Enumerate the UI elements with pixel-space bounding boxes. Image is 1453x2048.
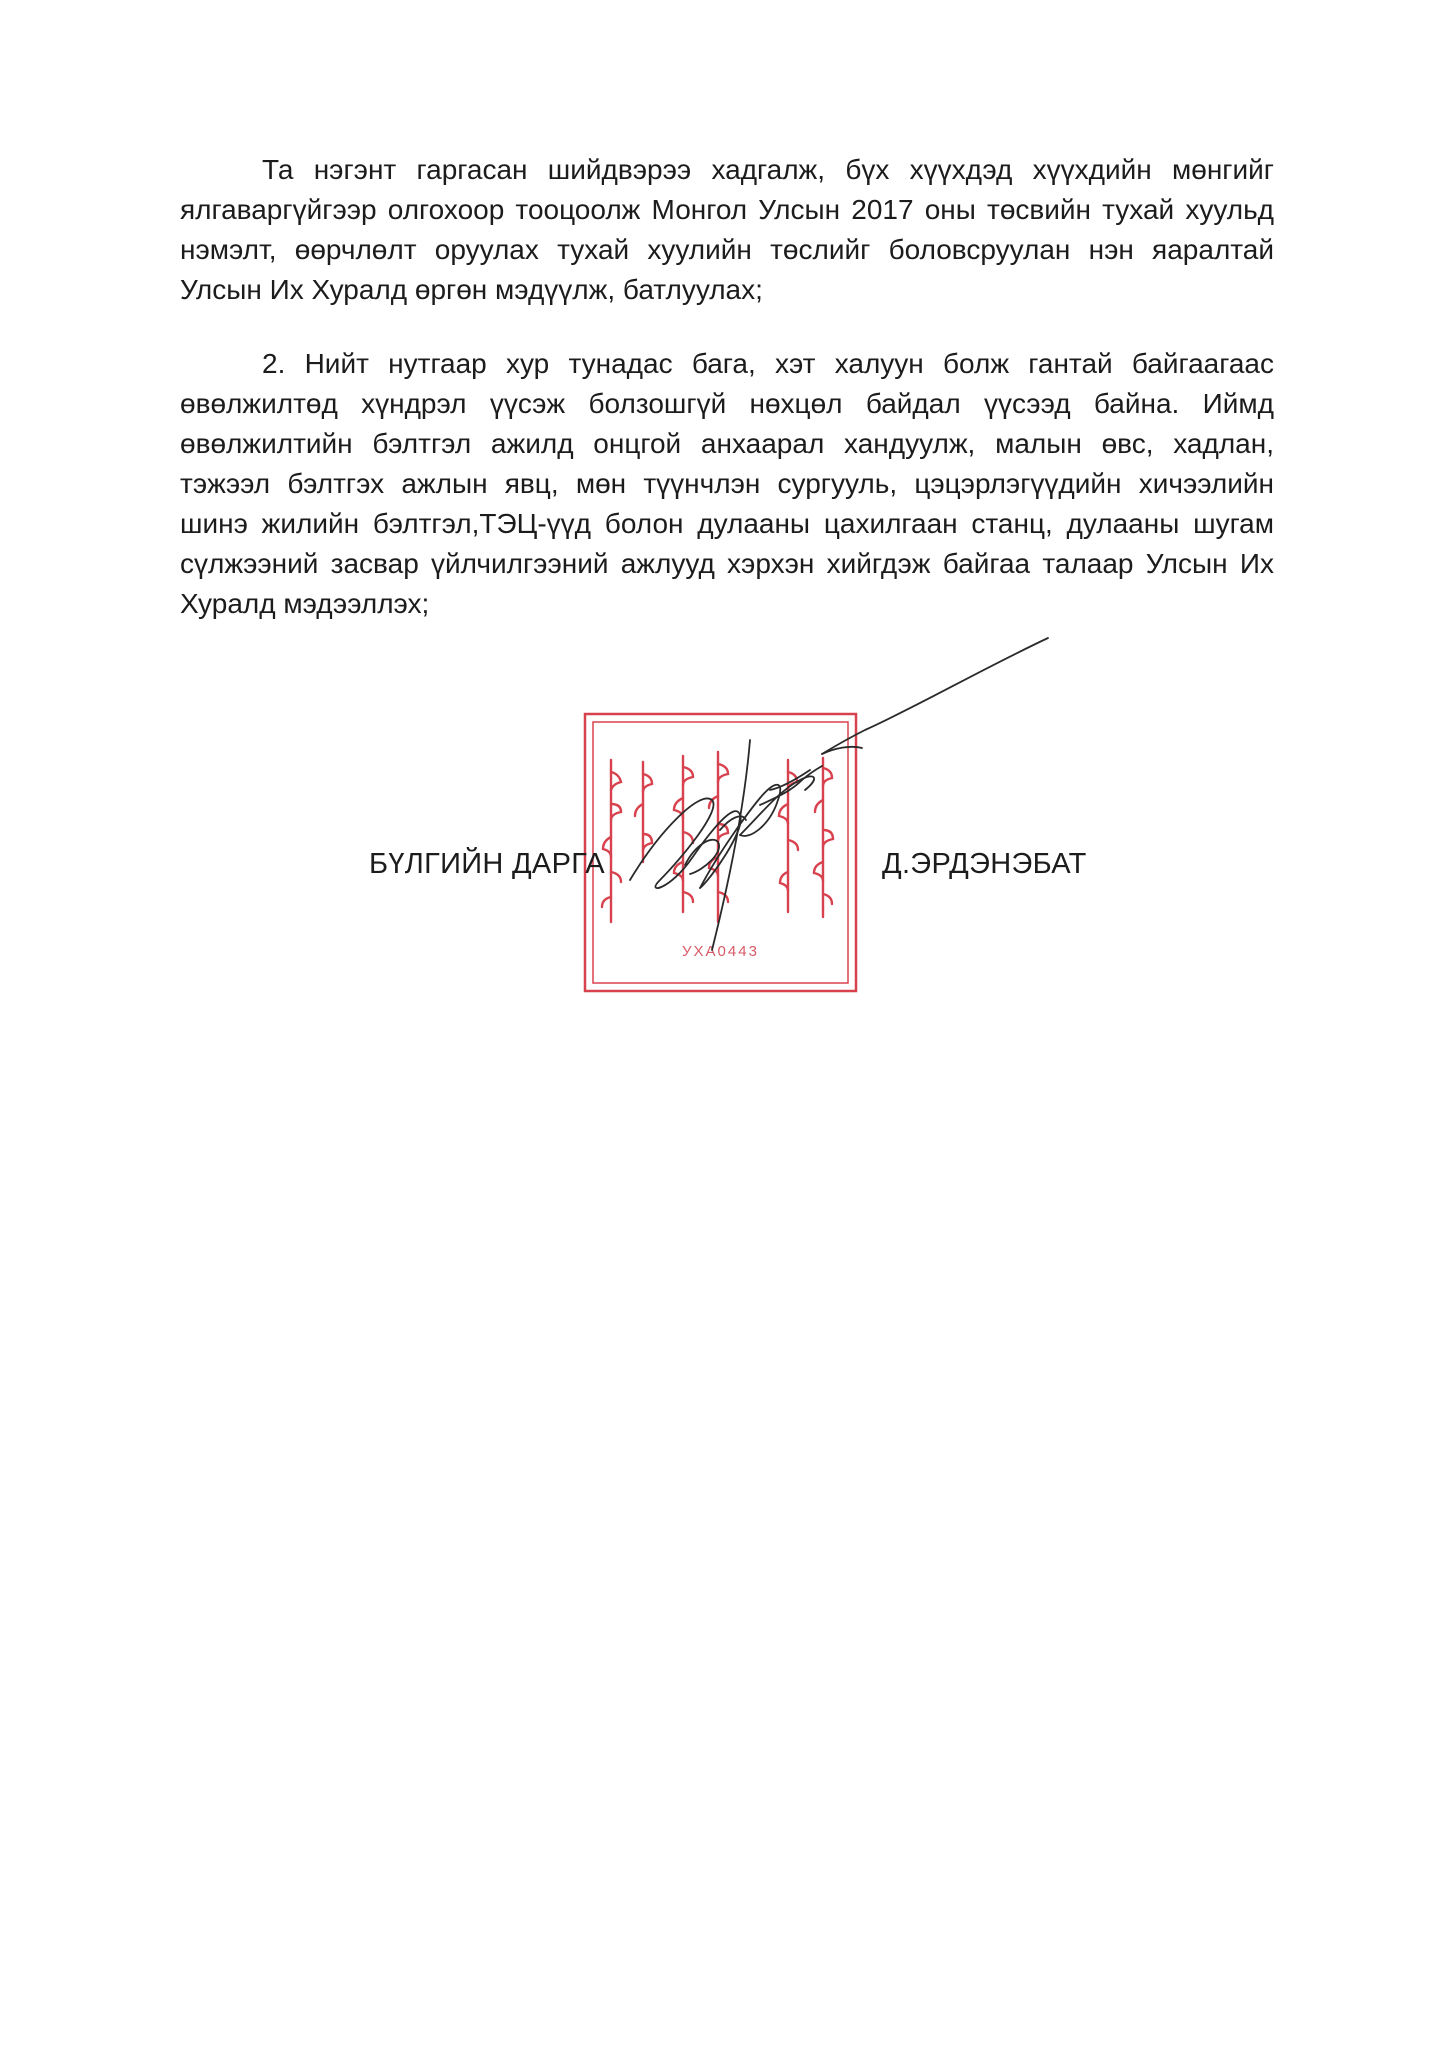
paragraph-2: 2. Нийт нутгаар хур тунадас бага, хэт халуун болж гантай байгаагаас өвөлжилтөд хүндрэл үүсэж болзошгүй нөхцөл байдал үүсээд байна. Иймд өвөлжилтийн бэлтгэл ажилд онцгой анхаарал хандуулж, малын өвс, хадлан, тэжээл бэлтгэх ажлын явц, мөн түүнчлэн сургууль, цэцэрлэгүүдийн хичээлийн шинэ жилийн бэлтгэл,ТЭЦ-үүд болон дулааны цахилгаан станц, дулааны шугам сүлжээний засвар үйлчилгээний ажлууд хэрхэн хийгдэж байгаа талаар Улсын Их Хуралд мэдээллэх; [180,348,1274,619]
stamp-code: УХА0443 [682,943,759,960]
paragraph-1: Та нэгэнт гаргасан шийдвэрээ хадгалж, бүх хүүхдэд хүүхдийн мөнгийг ялгаваргүйгээр олгохоор тооцоолж Монгол Улсын 2017 оны төсвийн тухай хуульд нэмэлт, өөрчлөлт оруулах тухай хуулийн төслийг боловсруулан нэн яаралтай Улсын Их Хуралд өргөн мэдүүлж, батлуулах; [180,154,1274,305]
signatory-name: Д.ЭРДЭНЭБАТ [882,848,1087,880]
signatory-title: БҮЛГИЙН ДАРГА [369,848,605,880]
